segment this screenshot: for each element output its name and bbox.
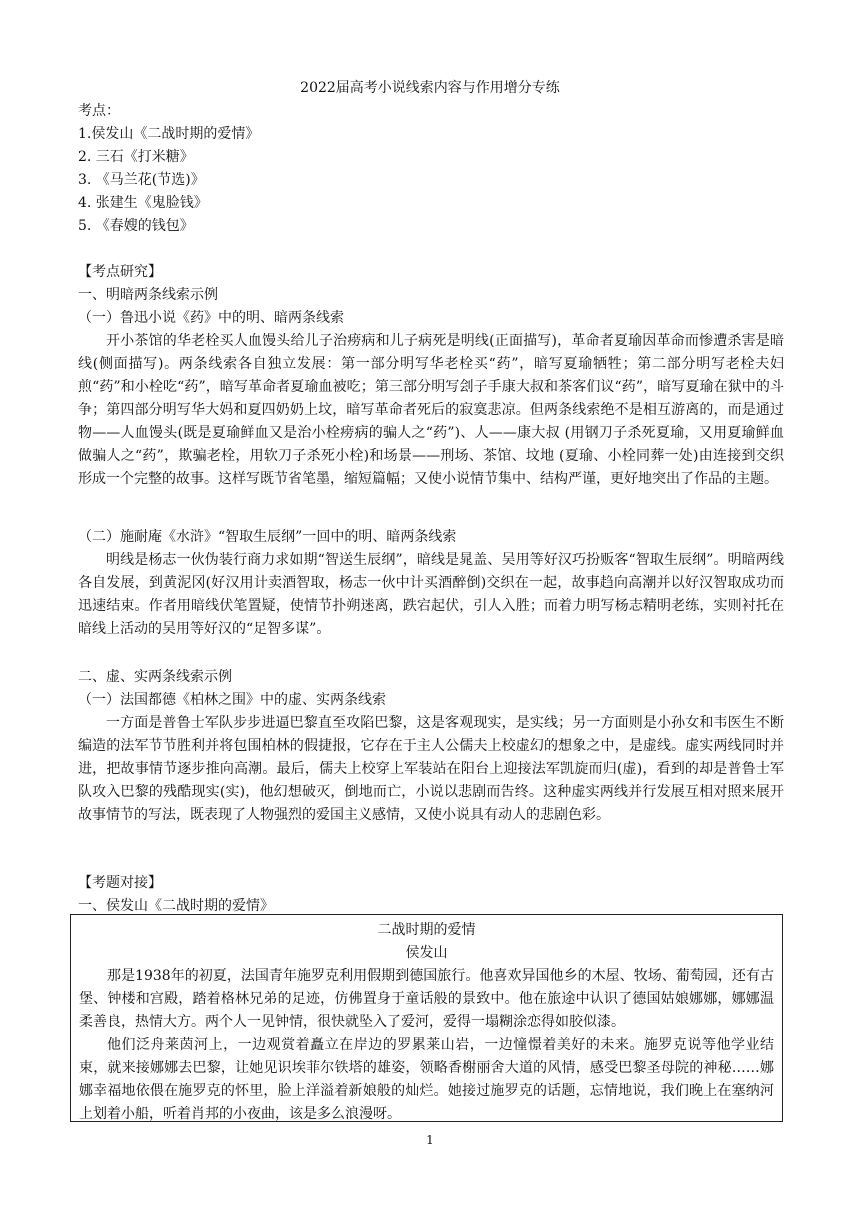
story-author: 侯发山	[405, 945, 448, 961]
research-section-2	[78, 526, 784, 641]
section-heading: 一、明暗两条线索示例	[78, 287, 218, 303]
kaodian-item: 2. 三石《打米糖》	[78, 149, 194, 165]
kaodian-heading: 考点：	[78, 103, 120, 119]
research-section-3	[78, 666, 784, 827]
document-title: 2022届高考小说线索内容与作用增分专练	[300, 80, 560, 96]
duijie-section	[78, 872, 784, 918]
paragraph-shuihu: 明线是杨志一伙伪装行商力求如期“智送生辰纲”，暗线是晁盖、吴用等好汉巧扮贩客“智取生辰纲”。明暗两线各自发展，到黄泥冈(好汉用计卖酒智取，杨志一伙中计买酒醉倒)交织在一起，故事趋向高潮并以好汉智取成功而迅速结束。作者用暗线伏笔置疑，使情节扑朔迷离，跌宕起伏，引人入胜；而着力明写杨志精明老练，实则衬托在暗线上活动的吴用等好汉的“足智多谋”。	[78, 552, 784, 637]
page-number: 1	[426, 1133, 434, 1147]
story-paragraph: 他们泛舟莱茵河上，一边观赏着矗立在岸边的罗累莱山岩，一边憧憬着美好的未来。施罗克说等他学业结束，就来接娜娜去巴黎，让她见识埃菲尔铁塔的雄姿，领略香榭丽舍大道的风情，感受巴黎圣母院的神秘……娜娜幸福地依偎在施罗克的怀里，脸上洋溢着新娘般的灿烂。她接过施罗克的话题，忘情地说，我们晚上在塞纳河上划着小船，听着肖邦的小夜曲，该是多么浪漫呀。	[79, 1037, 774, 1122]
research-section	[78, 261, 784, 491]
research-heading: 【考点研究】	[78, 264, 162, 280]
section-heading: 一、侯发山《二战时期的爱情》	[78, 898, 274, 914]
kaodian-item: 3. 《马兰花(节选)》	[78, 172, 205, 188]
section-heading: 二、虚、实两条线索示例	[78, 669, 232, 685]
kaodian-item: 5. 《春嫂的钱包》	[78, 218, 194, 234]
paragraph-bolin: 一方面是普鲁士军队步步进逼巴黎直至攻陷巴黎，这是客观现实，是实线；另一方面则是小孙女和韦医生不断编造的法军节节胜利并将包围柏林的假捷报，它存在于主人公儒夫上校虚幻的想象之中，是虚线。虚实两线同时并进，把故事情节逐步推向高潮。最后，儒夫上校穿上军装站在阳台上迎接法军凯旋而归(虚)，看到的却是普鲁士军队攻入巴黎的残酷现实(实)，他幻想破灭，倒地而亡，小说以悲剧而告终。这种虚实两线并行发展互相对照来展开故事情节的写法，既表现了人物强烈的爱国主义感情，又使小说具有动人的悲剧色彩。	[78, 715, 784, 823]
story-paragraph: 那是1938年的初夏，法国青年施罗克利用假期到德国旅行。他喜欢异国他乡的木屋、牧场、葡萄园，还有古堡、钟楼和宫殿，踏着格林兄弟的足迹，仿佛置身于童话般的景致中。他在旅途中认识了德国姑娘娜娜，娜娜温柔善良，热情大方。两个人一见钟情，很快就坠入了爱河，爱得一塌糊涂恋得如胶似漆。	[79, 968, 774, 1030]
story-title: 二战时期的爱情	[377, 922, 476, 938]
kaodian-item: 1.侯发山《二战时期的爱情》	[78, 126, 260, 142]
story-box	[70, 914, 783, 1122]
subsection-heading: （一）法国都德《柏林之围》中的虚、实两条线索	[78, 692, 386, 708]
kaodian-list	[78, 100, 784, 238]
subsection-heading: （二）施耐庵《水浒》“智取生辰纲”一回中的明、暗两条线索	[78, 529, 457, 545]
duijie-heading: 【考题对接】	[78, 875, 162, 891]
subsection-heading: （一）鲁迅小说《药》中的明、暗两条线索	[78, 310, 344, 326]
kaodian-item: 4. 张建生《鬼脸钱》	[78, 195, 208, 211]
paragraph-yao: 开小茶馆的华老栓买人血馒头给儿子治痨病和儿子病死是明线(正面描写)，革命者夏瑜因革命而惨遭杀害是暗线(侧面描写)。两条线索各自独立发展：第一部分明写华老栓买“药”，暗写夏瑜牺牲；第二部分明写老栓夫妇煎“药”和小栓吃“药”，暗写革命者夏瑜血被吃；第三部分明写刽子手康大叔和茶客们议“药”，暗写夏瑜在狱中的斗争；第四部分明写华大妈和夏四奶奶上坟，暗写革命者死后的寂寞悲凉。但两条线索绝不是相互游离的，而是通过物——人血馒头(既是夏瑜鲜血又是治小栓痨病的骗人之“药”)、人——康大叔 (用钢刀子杀死夏瑜，又用夏瑜鲜血做骗人之“药”，欺骗老栓，用软刀子杀死小栓)和场景——刑场、茶馆、坟地 (夏瑜、小栓同葬一处)由连接到交织形成一个完整的故事。这样写既节省笔墨，缩短篇幅；又使小说情节集中、结构严谨，更好地突出了作品的主题。	[78, 333, 784, 487]
